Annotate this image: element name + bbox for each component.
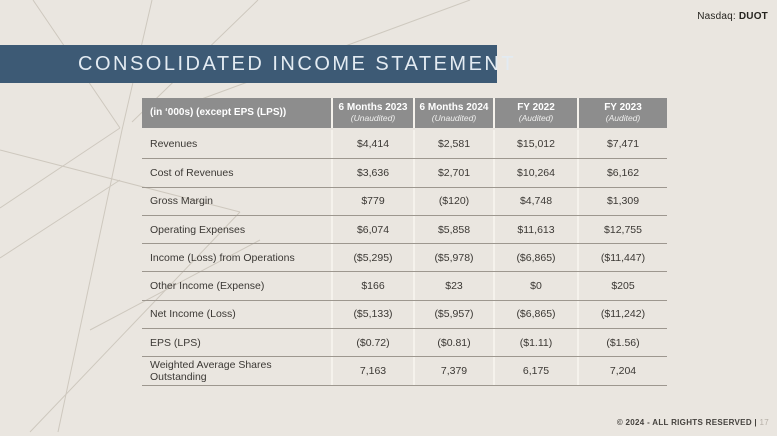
- table-row: [142, 328, 667, 356]
- row-value: $23: [413, 272, 493, 299]
- column-subtitle: (Unaudited): [431, 112, 477, 123]
- row-value: $1,309: [577, 188, 667, 215]
- table-body: [142, 130, 667, 386]
- table-header-cell: [331, 98, 413, 128]
- page-number: 17: [759, 418, 769, 427]
- column-subtitle: (Audited): [518, 112, 554, 123]
- row-value: $12,755: [577, 216, 667, 243]
- row-value: ($5,978): [413, 244, 493, 271]
- table-header-cell: [493, 98, 577, 128]
- row-value: $4,414: [331, 130, 413, 158]
- table-header-label: [142, 98, 331, 128]
- row-value: $4,748: [493, 188, 577, 215]
- table-row: [142, 300, 667, 328]
- row-value: $166: [331, 272, 413, 299]
- table-row: [142, 215, 667, 243]
- ticker-label: [697, 11, 768, 22]
- nasdaq-prefix: Nasdaq:: [697, 11, 739, 22]
- table-row: [142, 158, 667, 186]
- table-header-cell: [577, 98, 667, 128]
- title-banner: [0, 45, 517, 83]
- row-label: Gross Margin: [150, 195, 214, 208]
- row-value: ($5,957): [413, 301, 493, 328]
- row-value: ($0.72): [331, 329, 413, 356]
- row-value: ($1.56): [577, 329, 667, 356]
- row-value: $7,471: [577, 130, 667, 158]
- row-label: EPS (LPS): [150, 336, 201, 349]
- row-value: ($5,133): [331, 301, 413, 328]
- row-value: 6,175: [493, 357, 577, 384]
- row-value: $15,012: [493, 130, 577, 158]
- column-subtitle: (Unaudited): [350, 112, 396, 123]
- row-label: Operating Expenses: [150, 223, 246, 236]
- column-title: 6 Months 2023: [338, 102, 408, 114]
- row-value: $6,074: [331, 216, 413, 243]
- column-subtitle: (Audited): [605, 112, 641, 123]
- table-row: [142, 243, 667, 271]
- row-label: Other Income (Expense): [150, 280, 265, 293]
- row-label: Income (Loss) from Operations: [150, 251, 295, 264]
- row-value: ($1.11): [493, 329, 577, 356]
- row-value: $2,701: [413, 159, 493, 186]
- table-row: [142, 187, 667, 215]
- row-value: $3,636: [331, 159, 413, 186]
- income-statement-table: [142, 98, 667, 386]
- column-title: 6 Months 2024: [419, 102, 489, 114]
- row-value: $2,581: [413, 130, 493, 158]
- row-label: Cost of Revenues: [150, 166, 234, 179]
- row-value: $205: [577, 272, 667, 299]
- row-value: ($5,295): [331, 244, 413, 271]
- row-value: 7,379: [413, 357, 493, 384]
- table-header-row: [142, 98, 667, 128]
- column-title: FY 2022: [517, 102, 555, 114]
- table-row: [142, 130, 667, 158]
- column-title: FY 2023: [604, 102, 642, 114]
- row-value: $6,162: [577, 159, 667, 186]
- row-value: 7,163: [331, 357, 413, 384]
- table-header-label-text: (in ‘000s) (except EPS (LPS)): [150, 107, 287, 119]
- row-value: $11,613: [493, 216, 577, 243]
- row-label: Weighted Average Shares Outstanding: [150, 359, 272, 384]
- page-title: CONSOLIDATED INCOME STATEMENT: [78, 52, 517, 75]
- footer: [617, 418, 769, 427]
- row-value: $10,264: [493, 159, 577, 186]
- table-row: [142, 271, 667, 299]
- row-value: ($6,865): [493, 244, 577, 271]
- row-value: $779: [331, 188, 413, 215]
- row-label: Net Income (Loss): [150, 308, 236, 321]
- ticker-symbol: DUOT: [738, 11, 768, 22]
- row-value: 7,204: [577, 357, 667, 384]
- table-row: [142, 356, 667, 384]
- row-value: ($6,865): [493, 301, 577, 328]
- row-value: ($11,447): [577, 244, 667, 271]
- row-value: ($11,242): [577, 301, 667, 328]
- row-value: $5,858: [413, 216, 493, 243]
- footer-separator: |: [751, 418, 760, 427]
- row-label: Revenues: [150, 138, 198, 151]
- row-value: $0: [493, 272, 577, 299]
- row-value: ($120): [413, 188, 493, 215]
- table-header-cell: [413, 98, 493, 128]
- row-value: ($0.81): [413, 329, 493, 356]
- copyright-text: © 2024 - ALL RIGHTS RESERVED: [616, 418, 752, 427]
